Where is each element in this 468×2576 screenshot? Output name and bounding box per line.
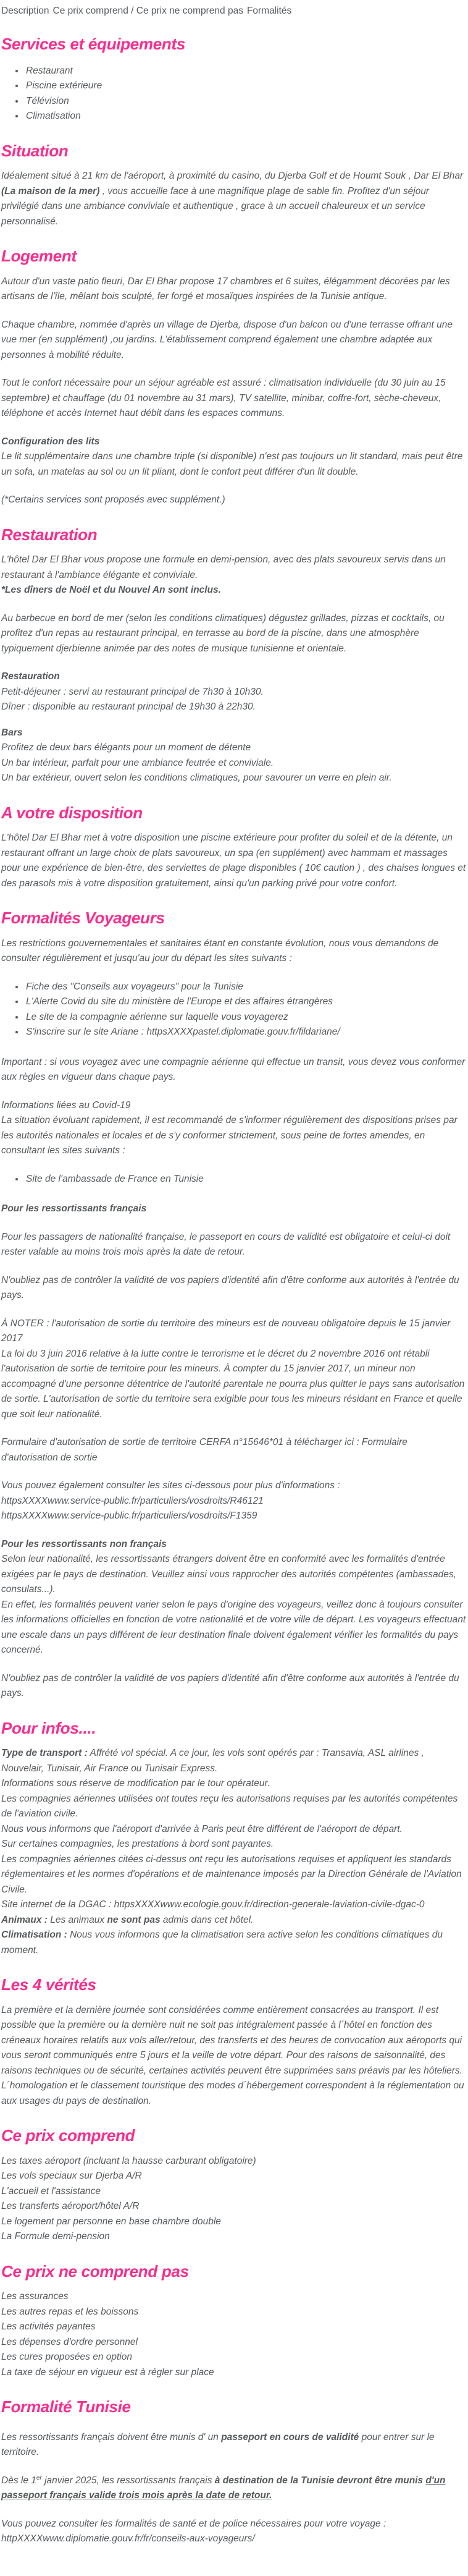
disposition-heading: A votre disposition	[1, 803, 143, 822]
text-run-bold: (La maison de la mer)	[1, 185, 100, 197]
restauration-heading: Restauration	[1, 525, 98, 544]
non-french-nationals-title: Pour les ressortissants non français	[1, 1538, 167, 1549]
services-heading: Services et équipements	[1, 35, 186, 53]
restauration-paragraph: L'hôtel Dar El Bhar vous propose une formule en demi-pension, avec des plats savoureux servis dans un restaurant à l'ambiance élégante et conviviale.	[1, 554, 446, 580]
section-pour-infos	[1, 1718, 466, 1959]
list-item: • L'Alerte Covid du site du ministère de l'Europe et des affaires étrangères	[25, 994, 466, 1010]
prix-ne-comprend-pas-list	[1, 2289, 466, 2380]
text-run: En effet, les formalités peuvent varier selon le pays d'origine des voyageurs, veillez donc à toujours consulter les informations officielles en fonction de votre nationalité et de votre ville de départ. Les voyageurs effectuant une escale dans un pays différent de leur destination finale doivent également vérifier les formalités du pays concerné.	[1, 1599, 466, 1655]
included-item: L'accueil et l'assistance	[1, 2185, 101, 2197]
diplomatie-url: httpXXXXwww.diplomatie.gouv.fr/fr/conseils-aux-voyageurs/	[1, 2533, 255, 2544]
quatre-verites-paragraph: La première et la dernière journée sont considérées comme entièrement consacrées au transport. Il est possible que la première ou la dernière nuit ne soit pas intégralement passée à l´hôtel en fonction des créneaux horaires relatifs aux vols aller/retour, des transferts et des heures de convocation aux aéroports qui vous seront communiqués entre 5 jours et la veille de votre départ. Pour des raisons de saisonnalité, des raisons techniques ou de sécurité, certaines activités peuvent être supprimées sans préavis par les hôteliers. L´homologation et le classement touristique des modes d´hébergement correspondent à la réglementation ou aux usages du pays de destination.	[1, 2004, 464, 2106]
prix-comprend-list	[1, 2154, 466, 2245]
logement-paragraph: Tout le confort nécessaire pour un séjour agréable est assuré : climatisation individuelle (du 30 juin au 15 septembre) et chauffage (du 01 novembre au 31 mars), TV satellite, minibar, coffre-fort, sèche-cheveux, téléphone et accès Internet haut débit dans les espaces communs.	[1, 378, 446, 418]
service-public-url: httpsXXXXwww.service-public.fr/particuliers/vosdroits/F1359	[1, 1510, 257, 1521]
service-public-url: httpsXXXXwww.service-public.fr/particuliers/vosdroits/R46121	[1, 1495, 264, 1506]
bars-line: Profitez de deux bars élégants pour un moment de détente	[1, 742, 251, 753]
section-prix-ne-comprend-pas	[1, 2261, 466, 2381]
list-item: • Piscine extérieure	[25, 78, 466, 94]
situation-heading: Situation	[1, 141, 69, 160]
ordinal-superscript: er	[36, 2474, 42, 2481]
tab-formalities[interactable]: Formalités	[246, 6, 292, 16]
holiday-dinners-note	[1, 583, 466, 598]
included-item: Les vols speciaux sur Djerba A/R	[1, 2171, 142, 2181]
formalites-intro: Les restrictions gouvernementales et sanitaires étant en constante évolution, nous vous demandons de consulter régulièrement et jusqu'au jour du départ les sites suivants :	[1, 938, 439, 964]
text-run: Les ressortissants français doivent être munis d' un	[1, 2431, 222, 2443]
climate-label: Climatisation :	[1, 1930, 67, 1940]
non-french-paragraph	[1, 1552, 466, 1658]
text-run: Vous pouvez également consulter les sites ci-dessous pour plus d'informations :	[1, 1480, 340, 1491]
minor-exit-note	[1, 1316, 466, 1423]
section-formalite-tunisie	[1, 2397, 466, 2547]
bars-lines	[1, 740, 466, 786]
more-info-sites	[1, 1478, 466, 1524]
formalites-heading: Formalités Voyageurs	[1, 909, 165, 927]
animals-line	[1, 1913, 466, 1928]
breakfast-hours: Petit-déjeuner : servi au restaurant principal de 7h30 à 10h30.	[1, 686, 264, 697]
formalite-tunisie-heading: Formalité Tunisie	[1, 2397, 131, 2416]
text-run: Selon leur nationalité, les ressortissants étrangers doivent être en conformité avec les formalités d'entrée exigées par le pays de destination. Veuillez ainsi vous rapprocher des autorités compétentes (ambassades, consulats...).	[1, 1554, 456, 1595]
excluded-item: Les activités payantes	[1, 2321, 96, 2332]
text-run: Affrété vol spécial. A ce jour, les vols sont opérés par : Transavia, ASL airlines , Nouvelair, Tunisair, Air France ou Tunisair Express.	[1, 1748, 424, 1774]
list-item: • Le site de la compagnie aérienne sur laquelle vous voyagerez	[25, 1010, 466, 1025]
meals-lines	[1, 685, 466, 715]
prix-ne-comprend-pas-heading: Ce prix ne comprend pas	[1, 2261, 189, 2281]
tab-price-includes[interactable]: Ce prix comprend / Ce prix ne comprend pas	[52, 6, 243, 16]
text-run-bold: ne sont pas	[107, 1914, 161, 1925]
text-run: Les animaux	[47, 1914, 107, 1925]
services-list	[1, 64, 466, 124]
excluded-item: La taxe de séjour en vigueur est à régler sur place	[1, 2366, 214, 2378]
id-validity-reminder: N'oubliez pas de contrôler la validité de vos papiers d'identité afin d'être conforme aux autorités à l'entrée du pays.	[1, 1672, 459, 1698]
section-quatre-verites	[1, 1975, 466, 2109]
text-run: , vous accueille face à une magnifique plage de sable fin. Profitez d'un séjour privilégié dans une ambiance conviviale et authentique , grace à un accueil chaleureux et un service personnalisé.	[1, 185, 430, 227]
text-run: La loi du 3 juin 2016 relative à la lutte contre le terrorisme et le décret du 2 novembre 2016 ont rétabli l'autorisation de sortie de territoire pour les mineurs. À compter du 15 janvier 2017, un mineur non accompagné d'une personne détentrice de l'autorité parentale ne pourra plus quitter le pays sans autorisation de sortie. L'autorisation de sortie du territoire sera exigible pour tous les mineurs résidant en France et quelle que soit leur nationalité.	[1, 1348, 465, 1420]
text-run: pour entrer sur le territoire.	[1, 2431, 435, 2457]
bars-line: Un bar intérieur, parfait pour une ambiance feutrée et conviviale.	[1, 757, 274, 768]
bars-line: Un bar extérieur, ouvert selon les conditions climatiques, pour savourer un verre en plein air.	[1, 773, 392, 783]
included-item: Les transferts aéroport/hôtel A/R	[1, 2201, 140, 2211]
situation-paragraph	[1, 169, 466, 229]
bars-subtitle: Bars	[1, 727, 23, 738]
text-run: À NOTER : l'autorisation de sortie du territoire des mineurs est de nouveau obligatoire depuis le 15 janvier 2017	[1, 1318, 451, 1344]
tunisie-passport-paragraph	[1, 2430, 466, 2460]
included-item: Le logement par personne en base chambre double	[1, 2216, 221, 2227]
info-line: Sur certaines compagnies, les prestations à bord sont payantes.	[1, 1839, 274, 1849]
section-formalites-voyageurs	[1, 908, 466, 1701]
tab-bar	[1, 5, 466, 17]
text-run-bold: à destination de la Tunisie devront être munis	[214, 2475, 426, 2486]
bed-configuration-title: Configuration des lits	[1, 436, 100, 447]
included-item: Les taxes aéroport (incluant la hausse carburant obligatoire)	[1, 2155, 256, 2166]
health-formalities-intro: Vous pouvez consulter les formalités de santé et de police nécessaires pour votre voyage :	[1, 2518, 387, 2529]
covid-info-text: La situation évoluant rapidement, il est recommandé de s'informer régulièrement des dispositions prises par les autorités nationales et locales et de s'y conformer strictement, sous peine de fortes amendes, en consultant les sites suivants :	[1, 1115, 458, 1156]
pour-infos-heading: Pour infos....	[1, 1718, 96, 1737]
info-line: Les compagnies aériennes utilisées ont toutes reçu les autorisations requises par les autorités compétentes de l'aviation civile.	[1, 1793, 458, 1819]
disposition-paragraph: L'hôtel Dar El Bhar met à votre disposition une piscine extérieure pour profiter du soleil et de la détente, un restaurant offrant un large choix de plats savoureux, un spa (en supplément) avec hammam et massages pour une expérience de bien-être, des serviettes de plage disponibles ( 10€ caution ) , des chaises longues et des parasols mis à votre disposition gratuitement, ainsi qu'un parking privé pour votre confort.	[1, 833, 466, 889]
french-passport-paragraph: Pour les passagers de nationalité française, le passeport en cours de validité est obligatoire et celui-ci doit rester valable au moins trois mois après la date de retour.	[1, 1231, 451, 1257]
list-item: • Fiche des "Conseils aux voyageurs" pour la Tunisie	[25, 980, 466, 995]
text-run: Idéalement situé à 21 km de l'aéroport, à proximité du casino, du Djerba Golf et de Houmt Souk , Dar El Bhar	[1, 171, 464, 181]
tunisie-2025-paragraph	[1, 2473, 466, 2504]
section-logement	[1, 246, 466, 508]
list-item: • Restaurant	[25, 64, 466, 79]
french-nationals-title: Pour les ressortissants français	[1, 1203, 147, 1214]
list-item: • Site de l'ambassade de France en Tunisie	[25, 1172, 466, 1187]
covid-sites-list	[1, 1172, 466, 1187]
tab-description[interactable]: Description	[1, 6, 49, 16]
formalites-sites-list	[1, 980, 466, 1040]
prix-comprend-heading: Ce prix comprend	[1, 2126, 135, 2145]
excluded-item: Les cures proposées en option	[1, 2352, 132, 2362]
dgac-url-line: Site internet de la DGAC : httpsXXXXwww.ecologie.gouv.fr/direction-generale-laviation-civile-dgac-0	[1, 1899, 425, 1910]
logement-paragraph: Chaque chambre, nommée d'après un village de Djerba, dispose d'un balcon ou d'une terrasse offrant une vue mer (en supplément) ,ou jardins. L'établissement comprend également une chambre adaptée aux personnes à mobilité réduite.	[1, 319, 453, 360]
info-line: Les compagnies aériennes citées ci-dessus ont reçu les autorisations requises et appliquent les standards réglementaires et les normes d'opérations et de maintenance imposés par la Direction Générale de l'Aviation Civile.	[1, 1854, 462, 1895]
cerfa-form-line: Formulaire d'autorisation de sortie de territoire CERFA n°15646*01 à télécharger ici : Formulaire d'autorisation de sortie	[1, 1437, 407, 1463]
restauration-paragraph: Au barbecue en bord de mer (selon les conditions climatiques) dégustez grillades, pizzas et cocktails, ou profitez d'un repas au restaurant principal, en terrasse au bord de la piscine, dans une atmosphère typiquement djerbienne animée par des notes de musique tunisienne et orientale.	[1, 612, 445, 654]
logement-paragraph: Autour d'un vaste patio fleuri, Dar El Bhar propose 17 chambres et 6 suites, élégamment décorées par les artisans de l'île, mêlant bois sculpté, fer forgé et mosaïques inspirées de la Tunisie antique.	[1, 276, 450, 302]
text-run: janvier 2025, les ressortissants français	[41, 2475, 215, 2486]
animals-label: Animaux :	[1, 1914, 48, 1925]
text-run-bold: passeport en cours de validité	[221, 2431, 359, 2443]
text-run-bold-underline: d'un passeport français valide trois mois après la date de retour.	[1, 2475, 446, 2501]
meals-subtitle: Restauration	[1, 671, 60, 682]
text-run: Dès le 1	[1, 2475, 36, 2486]
section-disposition	[1, 803, 466, 892]
list-item: • Climatisation	[25, 109, 466, 124]
id-validity-reminder: N'oubliez pas de contrôler la validité de vos papiers d'identité afin d'être conforme aux autorités à l'entrée du pays.	[1, 1274, 459, 1300]
supplement-note: (*Certains services sont proposés avec supplément.)	[1, 494, 225, 505]
section-situation	[1, 141, 466, 230]
covid-info-title: Informations liées au Covid-19	[1, 1099, 131, 1111]
included-item: La Formule demi-pension	[1, 2231, 110, 2242]
excluded-item: Les autres repas et les boissons	[1, 2306, 139, 2317]
excluded-item: Les assurances	[1, 2291, 69, 2302]
info-line: Nous vous informons que l'aéroport d'arrivée à Paris peut être différent de l'aéroport de départ.	[1, 1823, 403, 1834]
transit-warning: Important : si vous voyagez avec une compagnie aérienne qui effectue un transit, vous devez vous conformer aux règles en vigueur dans chaque pays.	[1, 1056, 466, 1082]
dinner-hours: Dîner : disponible au restaurant principal de 19h30 à 22h30.	[1, 701, 256, 712]
text-run: Nous vous informons que la climatisation sera active selon les conditions climatiques du moment.	[1, 1930, 443, 1955]
excluded-item: Les dépenses d'ordre personnel	[1, 2336, 138, 2347]
section-prix-comprend	[1, 2125, 466, 2245]
text-run: admis dans cet hôtel.	[160, 1914, 254, 1925]
transport-type-line	[1, 1746, 466, 1776]
transport-type-label: Type de transport :	[1, 1748, 88, 1758]
logement-heading: Logement	[1, 247, 77, 265]
section-restauration	[1, 525, 466, 786]
text-run-bold: *Les dîners de Noël et du Nouvel An sont inclus.	[1, 585, 221, 595]
info-line: Informations sous réserve de modification par le tour opérateur.	[1, 1778, 270, 1789]
transport-info-block	[1, 1746, 466, 1958]
bed-configuration-text: Le lit supplémentaire dans une chambre triple (si disponible) n'est pas toujours un lit standard, mais peut être un sofa, un matelas au sol ou un lit pliant, dont le confort peut différer d'un lit double.	[1, 451, 463, 477]
list-item: • S'inscrire sur le site Ariane : httpsXXXXpastel.diplomatie.gouv.fr/fildariane/	[25, 1025, 466, 1040]
section-services	[1, 34, 466, 124]
quatre-verites-heading: Les 4 vérités	[1, 1975, 96, 1994]
climate-line	[1, 1928, 466, 1958]
list-item: • Télévision	[25, 94, 466, 109]
